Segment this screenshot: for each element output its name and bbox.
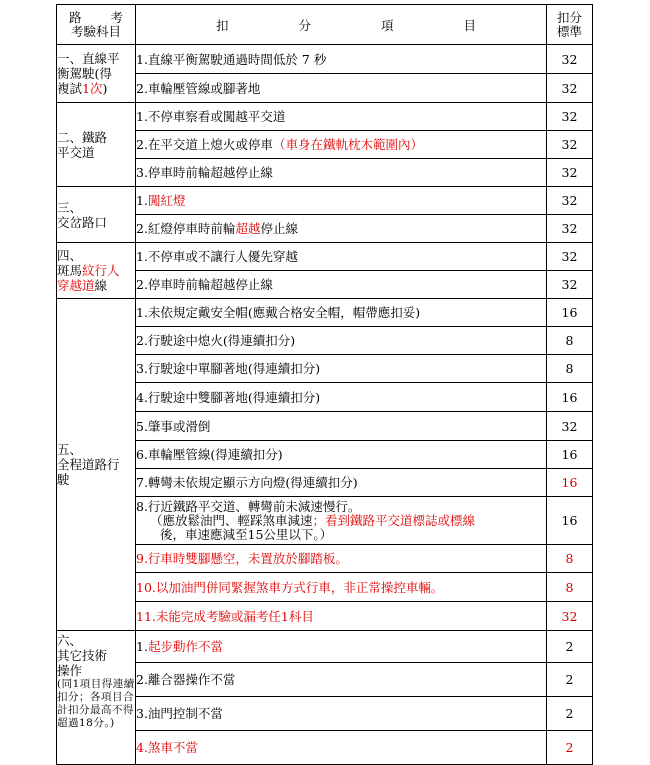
- item-text: 3.油門控制不當: [136, 697, 547, 731]
- table-row: [57, 299, 593, 327]
- section-2-label: 二、鐵路 平交道: [57, 103, 136, 187]
- header-score-line: 標準: [556, 23, 582, 39]
- item-score: 32: [547, 271, 593, 299]
- item-score: 32: [547, 243, 593, 271]
- item-text: 2.在平交道上熄火或停車（車身在鐵軌枕木範圍內）: [136, 131, 547, 159]
- item-score: 16: [547, 497, 593, 545]
- item-score: 32: [547, 103, 593, 131]
- header-item-char: 項: [380, 17, 394, 33]
- table-row: [57, 441, 593, 469]
- table-row: [57, 243, 593, 271]
- item-text: 1.不停車察看或闖越平交道: [136, 103, 547, 131]
- header-category: [57, 5, 136, 45]
- section-6-note: (同1項目得連續扣分；各項目合計扣分最高不得超過18分。): [57, 678, 135, 729]
- item-score: 32: [547, 215, 593, 243]
- table-row: [57, 697, 593, 731]
- item-text: 2.離合器操作不當: [136, 663, 547, 697]
- section-5-label: 五、 全程道路行 駛: [57, 299, 136, 631]
- item-score: 8: [547, 327, 593, 355]
- header-item-char: 扣: [216, 17, 229, 33]
- item-text: 1.未依規定戴安全帽(應戴合格安全帽，帽帶應扣妥): [136, 299, 547, 327]
- item-text: 1.起步動作不當: [136, 631, 547, 663]
- header-score-line: 扣分: [556, 9, 582, 25]
- header-score: [547, 5, 593, 45]
- item-text: 1.闖紅燈: [136, 187, 547, 215]
- item-score: 32: [547, 412, 593, 441]
- item-score: 32: [547, 74, 593, 103]
- table-row: [57, 663, 593, 697]
- item-score: 16: [547, 441, 593, 469]
- table-row: [57, 602, 593, 631]
- item-text: 3.停車時前輪超越停止線: [136, 159, 547, 187]
- item-score: 8: [547, 355, 593, 383]
- table-row: [57, 215, 593, 243]
- item-text: 7.轉彎未依規定顯示方向燈(得連續扣分): [136, 469, 547, 497]
- table-row: [57, 383, 593, 412]
- item-score: 2: [547, 663, 593, 697]
- header-cat-char: 路: [69, 9, 82, 25]
- table-row: [57, 545, 593, 573]
- item-text: 8.行近鐵路平交道、轉彎前未減速慢行。 （應放鬆油門、輕踩煞車減速；看到鐵路平交道標誌或標線 後，車速應減至15公里以下。）: [136, 497, 547, 545]
- item-score: 8: [547, 545, 593, 573]
- item-score: 16: [547, 469, 593, 497]
- item-score: 32: [547, 45, 593, 74]
- deduction-table: [56, 4, 593, 765]
- table-row: [57, 187, 593, 215]
- section-4-label: 四、 斑馬紋行人 穿越道線: [57, 243, 136, 299]
- table-row: [57, 103, 593, 131]
- item-text: 11.未能完成考驗或漏考任1科目: [136, 602, 547, 631]
- table-row: [57, 327, 593, 355]
- section-1-label: 一、直線平 衡駕駛(得 複試1次): [57, 45, 136, 103]
- item-text: 1.直線平衡駕駛通過時間低於 7 秒: [136, 45, 547, 74]
- table-row: [57, 631, 593, 663]
- item-text: 9.行車時雙腳懸空，未置放於腳踏板。: [136, 545, 547, 573]
- item-score: 32: [547, 602, 593, 631]
- item-score: 2: [547, 697, 593, 731]
- item-score: 2: [547, 631, 593, 663]
- item-text: 2.行駛途中熄火(得連續扣分): [136, 327, 547, 355]
- item-text: 1.不停車或不讓行人優先穿越: [136, 243, 547, 271]
- table-row: [57, 271, 593, 299]
- item-text: 3.行駛途中單腳著地(得連續扣分): [136, 355, 547, 383]
- table-row: [57, 74, 593, 103]
- item-score: 32: [547, 131, 593, 159]
- header-row: [57, 5, 593, 45]
- header-items: [136, 5, 547, 45]
- item-text: 2.紅燈停車時前輪超越停止線: [136, 215, 547, 243]
- item-text: 4.煞車不當: [136, 731, 547, 765]
- table-row: [57, 45, 593, 74]
- item-score: 8: [547, 573, 593, 602]
- table-row: [57, 469, 593, 497]
- table-row: [57, 412, 593, 441]
- table-row: [57, 731, 593, 765]
- table-row: [57, 131, 593, 159]
- table-row: [57, 497, 593, 545]
- header-cat-char: 考: [110, 9, 123, 25]
- table-row: [57, 159, 593, 187]
- item-score: 32: [547, 187, 593, 215]
- section-6-label: 六、 其它技術 操作 (同1項目得連續扣分；各項目合計扣分最高不得超過18分。): [57, 631, 136, 765]
- item-text: 5.肇事或滑倒: [136, 412, 547, 441]
- item-text: 2.停車時前輪超越停止線: [136, 271, 547, 299]
- item-score: 32: [547, 159, 593, 187]
- header-cat-label: 考驗科目: [70, 23, 121, 39]
- section-3-label: 三、 交岔路口: [57, 187, 136, 243]
- header-item-char: 分: [298, 17, 311, 33]
- item-text: 4.行駛途中雙腳著地(得連續扣分): [136, 383, 547, 412]
- table-row: [57, 573, 593, 602]
- header-item-char: 目: [463, 17, 476, 33]
- item-score: 16: [547, 299, 593, 327]
- item-text: 6.車輪壓管線(得連續扣分): [136, 441, 547, 469]
- item-score: 16: [547, 383, 593, 412]
- item-text: 10.以加油門併同緊握煞車方式行車，非正常操控車輛。: [136, 573, 547, 602]
- item-text: 2.車輪壓管線或腳著地: [136, 74, 547, 103]
- table-row: [57, 355, 593, 383]
- item-score: 2: [547, 731, 593, 765]
